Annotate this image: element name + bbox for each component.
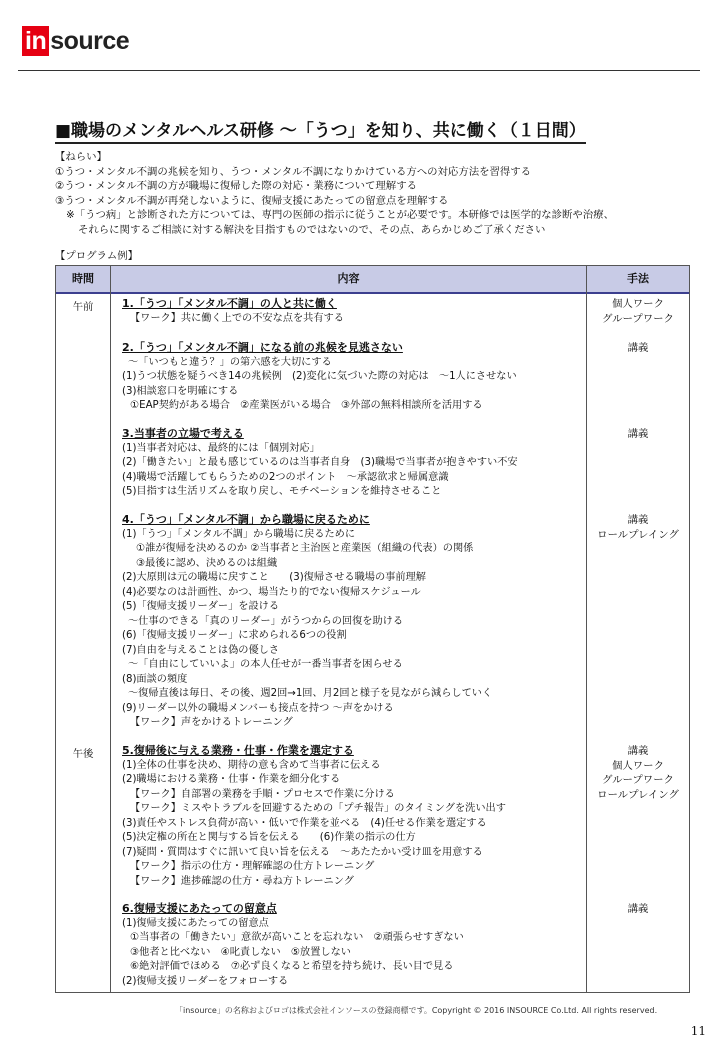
- aim-item: ②うつ・メンタル不調の方が職場に復帰した際の対応・業務について理解する: [55, 180, 417, 193]
- section-line: 【ワーク】ミスやトラブルを回避するための「プチ報告」のタイミングを洗い出す: [130, 803, 506, 814]
- section-line: 【ワーク】指示の仕方・理解確認の仕方トレーニング: [130, 861, 375, 872]
- method-section-3: [587, 427, 689, 442]
- section-heading: 5.復帰後に与える業務・仕事・作業を選定する: [122, 744, 354, 757]
- section-line: ～「いつもと違う？」の第六感を大切にする: [128, 356, 332, 368]
- section-line: ～「自由にしていいよ」の本人任せが一番当事者を困らせる: [128, 659, 403, 670]
- section-line: ①当事者の「働きたい」意欲が高いことを忘れない ②頑張らせすぎない: [130, 932, 464, 943]
- section-line: (1)復帰支援にあたっての留意点: [122, 917, 269, 929]
- method-section-5: [587, 744, 689, 802]
- program-label: 【プログラム例】: [55, 250, 139, 262]
- section-1: [122, 297, 584, 326]
- section-2: [122, 341, 584, 414]
- method-item: ロールプレイング: [597, 528, 679, 541]
- section-line: (1)「うつ」「メンタル不調」から職場に戻るために: [122, 528, 356, 540]
- section-heading: 6.復帰支援にあたっての留意点: [122, 902, 277, 915]
- logo-in-mark: in: [22, 26, 49, 56]
- section-heading: 2.「うつ」「メンタル不調」になる前の兆候を見逃さない: [122, 341, 403, 354]
- column-divider: [110, 266, 111, 992]
- method-section-4: [587, 513, 689, 542]
- section-line: (8)面談の頻度: [122, 673, 188, 685]
- section-line: ①EAP契約がある場合 ②産業医がいる場合 ③外部の無料相談所を活用する: [130, 400, 483, 411]
- aim-item: ③うつ・メンタル不調が再発しないように、復帰支援にあたっての留意点を理解する: [55, 194, 449, 207]
- section-line: (2)大原則は元の職場に戻すこと (3)復帰させる職場の事前理解: [122, 572, 426, 583]
- section-line: (1)当事者対応は、最終的には「個別対応」: [122, 442, 320, 454]
- copyright-footer: 「insource」の名称およびロゴは株式会社インソースの登録商標です。Copyright © 2016 INSOURCE Co.Ltd. All rights reserved.: [175, 1006, 658, 1015]
- section-line: ～復帰直後は毎日、その後、週2回→1回、月2回と様子を見ながら減らしていく: [128, 688, 493, 699]
- section-line: ③他者と比べない ④叱責しない ⑤放置しない: [130, 946, 351, 958]
- section-line: ～仕事のできる「真のリーダー」がうつからの回復を助ける: [128, 615, 404, 627]
- time-morning: 午前: [72, 301, 94, 313]
- time-afternoon: 午後: [72, 748, 94, 760]
- method-item: 個人ワーク: [612, 298, 664, 310]
- section-heading: 4.「うつ」「メンタル不調」から職場に戻るために: [122, 513, 370, 526]
- logo-source-text: source: [50, 27, 130, 55]
- method-section-6: [587, 902, 689, 917]
- section-5: [122, 744, 584, 889]
- method-item: 講義: [627, 342, 649, 354]
- header-divider: [18, 70, 700, 71]
- method-item: 講義: [627, 428, 649, 440]
- section-line: ③最後に認め、決めるのは組織: [136, 557, 278, 569]
- header-content: 内容: [337, 272, 360, 285]
- method-item: ロールプレイング: [597, 788, 679, 801]
- section-line: (5)「復帰支援リーダー」を設ける: [122, 601, 280, 612]
- section-line: (3)責任やストレス負荷が高い・低いで作業を並べる (4)任せる作業を選定する: [122, 817, 487, 829]
- section-4: [122, 513, 584, 731]
- header-time: 時間: [72, 272, 94, 285]
- section-line: (7)自由を与えることは偽の優しさ: [122, 644, 280, 656]
- page-title: ■職場のメンタルヘルス研修 ～「うつ」を知り、共に働く（１日間）: [55, 116, 586, 144]
- aims-section: [55, 150, 614, 238]
- section-line: 【ワーク】共に働く上での不安な点を共有する: [130, 312, 344, 324]
- aims-note-continued: それらに関するご相談に対する解決を目指すものではないので、その点、あらかじめご了承ください: [78, 223, 546, 236]
- method-section-2: [587, 341, 689, 356]
- section-line: (5)決定権の所在と関与する旨を伝える (6)作業の指示の仕方: [122, 832, 416, 843]
- aim-item: ①うつ・メンタル不調の兆候を知り、うつ・メンタル不調になりかけている方への対応方法を習得する: [55, 165, 532, 178]
- method-item: グループワーク: [602, 312, 674, 325]
- section-line: (1)全体の仕事を決め、期待の意も含めて当事者に伝える: [122, 759, 381, 771]
- section-line: (4)必要なのは計画性、かつ、場当たり的でない復帰スケジュール: [122, 586, 421, 598]
- page-number: 11: [690, 1024, 706, 1038]
- section-line: 【ワーク】自部署の業務を手順・プロセスで作業に分ける: [130, 788, 395, 800]
- aims-note: ※「うつ病」と診断された方については、専門の医師の指示に従うことが必要です。本研修では医学的な診断や治療、: [66, 209, 614, 222]
- section-line: (2)復帰支援リーダーをフォローする: [122, 975, 289, 987]
- section-line: (5)目指すは生活リズムを取り戻し、モチベーションを維持させること: [122, 486, 442, 497]
- method-item: 講義: [627, 745, 649, 757]
- table-header-row: [56, 266, 689, 294]
- method-item: グループワーク: [602, 774, 674, 786]
- section-line: (7)疑問・質問はすぐに訊いて良い旨を伝える ～あたたかい受け皿を用意する: [122, 846, 483, 858]
- method-item: 講義: [627, 514, 649, 526]
- section-line: (4)職場で活躍してもらうための2つのポイント ～承認欲求と帰属意識: [122, 471, 449, 483]
- section-heading: 1.「うつ」「メンタル不調」の人と共に働く: [122, 297, 337, 310]
- section-line: 【ワーク】進捗確認の仕方・尋ね方トレーニング: [130, 875, 354, 887]
- header-method: 手法: [627, 272, 649, 285]
- section-line: ①誰が復帰を決めるのか ②当事者と主治医と産業医（組織の代表）の関係: [136, 543, 474, 554]
- section-line: 【ワーク】声をかけるトレーニング: [130, 717, 293, 728]
- section-line: (3)相談窓口を明確にする: [122, 385, 239, 397]
- section-line: (9)リーダー以外の職場メンバーも接点を持つ ～声をかける: [122, 702, 394, 714]
- section-6: [122, 902, 584, 989]
- section-line: (1)うつ状態を疑うべき14の兆候例 (2)変化に気づいた際の対応は ～1人にさせない: [122, 371, 517, 382]
- section-line: (6)「復帰支援リーダー」に求められる6つの役割: [122, 630, 347, 641]
- program-table: [55, 265, 690, 993]
- section-heading: 3.当事者の立場で考える: [122, 427, 244, 440]
- method-item: 個人ワーク: [612, 759, 664, 772]
- section-line: (2)「働きたい」と最も感じているのは当事者自身 (3)職場で当事者が抱きやすい不安: [122, 457, 518, 468]
- insource-logo: [22, 26, 129, 56]
- section-3: [122, 427, 584, 500]
- column-divider: [586, 266, 587, 992]
- aims-heading: 【ねらい】: [55, 151, 107, 163]
- section-line: ⑥絶対評価でほめる ⑦必ず良くなると希望を持ち続け、長い目で見る: [130, 961, 454, 972]
- method-item: 講義: [627, 903, 649, 915]
- section-line: (2)職場における業務・仕事・作業を細分化する: [122, 774, 341, 785]
- method-section-1: [587, 297, 689, 326]
